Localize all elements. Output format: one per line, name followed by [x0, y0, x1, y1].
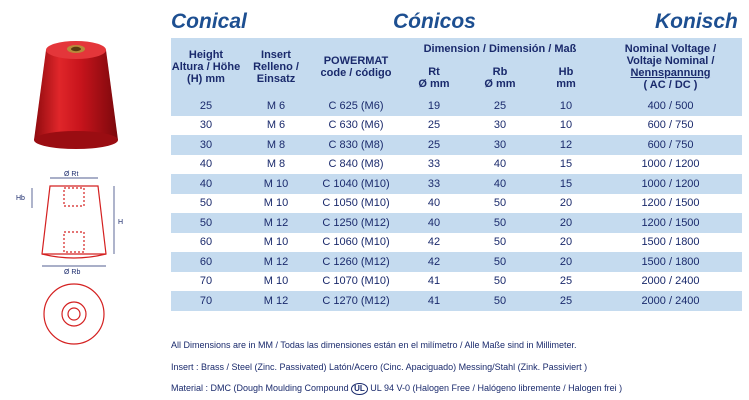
title-german: Konisch: [655, 10, 738, 33]
ul-logo-icon: UL: [351, 383, 368, 395]
cell-h: 70: [171, 291, 241, 311]
cell-hb: 20: [533, 233, 599, 253]
cell-h: 40: [171, 174, 241, 194]
cell-voltage: 1200 / 1500: [599, 213, 742, 233]
cell-voltage: 1500 / 1800: [599, 233, 742, 253]
cell-voltage: 2000 / 2400: [599, 272, 742, 292]
header-height: Height Altura / Höhe (H) mm: [171, 38, 241, 96]
insulator-photo: [26, 28, 126, 158]
cell-rb: 40: [467, 174, 533, 194]
cell-rb: 50: [467, 272, 533, 292]
cell-h: 30: [171, 135, 241, 155]
header-rb: Rb Ø mm: [467, 60, 533, 96]
cell-rt: 40: [401, 213, 467, 233]
cell-rt: 41: [401, 272, 467, 292]
cell-hb: 20: [533, 194, 599, 214]
cell-insert: M 10: [241, 272, 311, 292]
cell-insert: M 12: [241, 213, 311, 233]
table-row: [171, 194, 742, 214]
cell-h: 60: [171, 252, 241, 272]
cell-insert: M 12: [241, 291, 311, 311]
cell-h: 25: [171, 96, 241, 116]
cell-voltage: 1500 / 1800: [599, 252, 742, 272]
table-row: [171, 252, 742, 272]
cell-voltage: 1000 / 1200: [599, 174, 742, 194]
header-rt: Rt Ø mm: [401, 60, 467, 96]
cell-rb: 40: [467, 155, 533, 175]
rb-label: Ø Rb: [64, 269, 81, 276]
cell-rt: 42: [401, 233, 467, 253]
title-english: Conical: [171, 10, 247, 33]
cell-voltage: 1000 / 1200: [599, 155, 742, 175]
cell-h: 50: [171, 194, 241, 214]
header-voltage: Nominal Voltage / Voltaje Nominal / Nennspannung ( AC / DC ): [599, 38, 742, 96]
cell-rt: 42: [401, 252, 467, 272]
note-material: [171, 383, 622, 395]
cell-rt: 41: [401, 291, 467, 311]
cell-rb: 50: [467, 213, 533, 233]
cell-code: C 1260 (M12): [311, 252, 401, 272]
cell-hb: 10: [533, 116, 599, 136]
note-dimensions: All Dimensions are in MM / Todas las dimensiones están en el milímetro / Alle Maße sind in Millimeter.: [171, 340, 577, 350]
cell-rt: 40: [401, 194, 467, 214]
insulator-drawing: [8, 168, 138, 348]
cell-hb: 20: [533, 252, 599, 272]
cell-hb: 25: [533, 291, 599, 311]
cell-hb: 25: [533, 272, 599, 292]
cell-h: 40: [171, 155, 241, 175]
material-rating: UL 94 V-0 (Halogen Free / Halógeno libremente / Halogen frei ): [370, 383, 623, 393]
table-row: [171, 96, 742, 116]
cell-insert: M 8: [241, 135, 311, 155]
header-code: POWERMAT code / código: [311, 38, 401, 96]
cell-h: 60: [171, 233, 241, 253]
cell-insert: M 12: [241, 252, 311, 272]
table-row: [171, 155, 742, 175]
title-spanish: Cónicos: [393, 10, 476, 33]
material-text: Material : DMC (Dough Moulding Compound: [171, 383, 349, 393]
table-row: [171, 233, 742, 253]
cell-rb: 50: [467, 291, 533, 311]
header-insert: Insert Relleno / Einsatz: [241, 38, 311, 96]
header-dimension: Dimension / Dimensión / Maß: [401, 38, 599, 60]
cell-code: C 625 (M6): [311, 96, 401, 116]
cell-h: 50: [171, 213, 241, 233]
cell-hb: 10: [533, 96, 599, 116]
cell-rb: 25: [467, 96, 533, 116]
table-row: [171, 116, 742, 136]
cell-insert: M 10: [241, 233, 311, 253]
cell-rb: 30: [467, 135, 533, 155]
cell-insert: M 8: [241, 155, 311, 175]
table-row: [171, 272, 742, 292]
cell-code: C 1040 (M10): [311, 174, 401, 194]
cell-voltage: 1200 / 1500: [599, 194, 742, 214]
cell-rb: 50: [467, 233, 533, 253]
spec-table: [171, 38, 742, 311]
cell-voltage: 600 / 750: [599, 116, 742, 136]
cell-hb: 15: [533, 155, 599, 175]
cell-rb: 30: [467, 116, 533, 136]
cell-code: C 840 (M8): [311, 155, 401, 175]
rt-label: Ø Rt: [64, 171, 79, 178]
cell-rb: 50: [467, 252, 533, 272]
cell-code: C 1270 (M12): [311, 291, 401, 311]
cell-rb: 50: [467, 194, 533, 214]
cell-code: C 1250 (M12): [311, 213, 401, 233]
cell-code: C 1050 (M10): [311, 194, 401, 214]
cell-insert: M 10: [241, 194, 311, 214]
cell-code: C 630 (M6): [311, 116, 401, 136]
cell-insert: M 10: [241, 174, 311, 194]
cell-voltage: 400 / 500: [599, 96, 742, 116]
table-row: [171, 291, 742, 311]
cell-code: C 830 (M8): [311, 135, 401, 155]
cell-code: C 1060 (M10): [311, 233, 401, 253]
cell-h: 30: [171, 116, 241, 136]
table-row: [171, 174, 742, 194]
cell-hb: 15: [533, 174, 599, 194]
cell-rt: 25: [401, 135, 467, 155]
cell-insert: M 6: [241, 116, 311, 136]
table-row: [171, 135, 742, 155]
cell-rt: 25: [401, 116, 467, 136]
h-label: H: [118, 219, 124, 226]
header-hb: Hb mm: [533, 60, 599, 96]
cell-code: C 1070 (M10): [311, 272, 401, 292]
cell-rt: 33: [401, 174, 467, 194]
cell-hb: 12: [533, 135, 599, 155]
note-insert: Insert : Brass / Steel (Zinc. Passivated) Latón/Acero (Cinc. Apaciguado) Messing/Stahl (Zink. Passiviert ): [171, 362, 588, 372]
hb-label: Hb: [16, 195, 25, 202]
cell-voltage: 600 / 750: [599, 135, 742, 155]
cell-hb: 20: [533, 213, 599, 233]
cell-voltage: 2000 / 2400: [599, 291, 742, 311]
table-row: [171, 213, 742, 233]
cell-rt: 19: [401, 96, 467, 116]
cell-rt: 33: [401, 155, 467, 175]
cell-h: 70: [171, 272, 241, 292]
cell-insert: M 6: [241, 96, 311, 116]
